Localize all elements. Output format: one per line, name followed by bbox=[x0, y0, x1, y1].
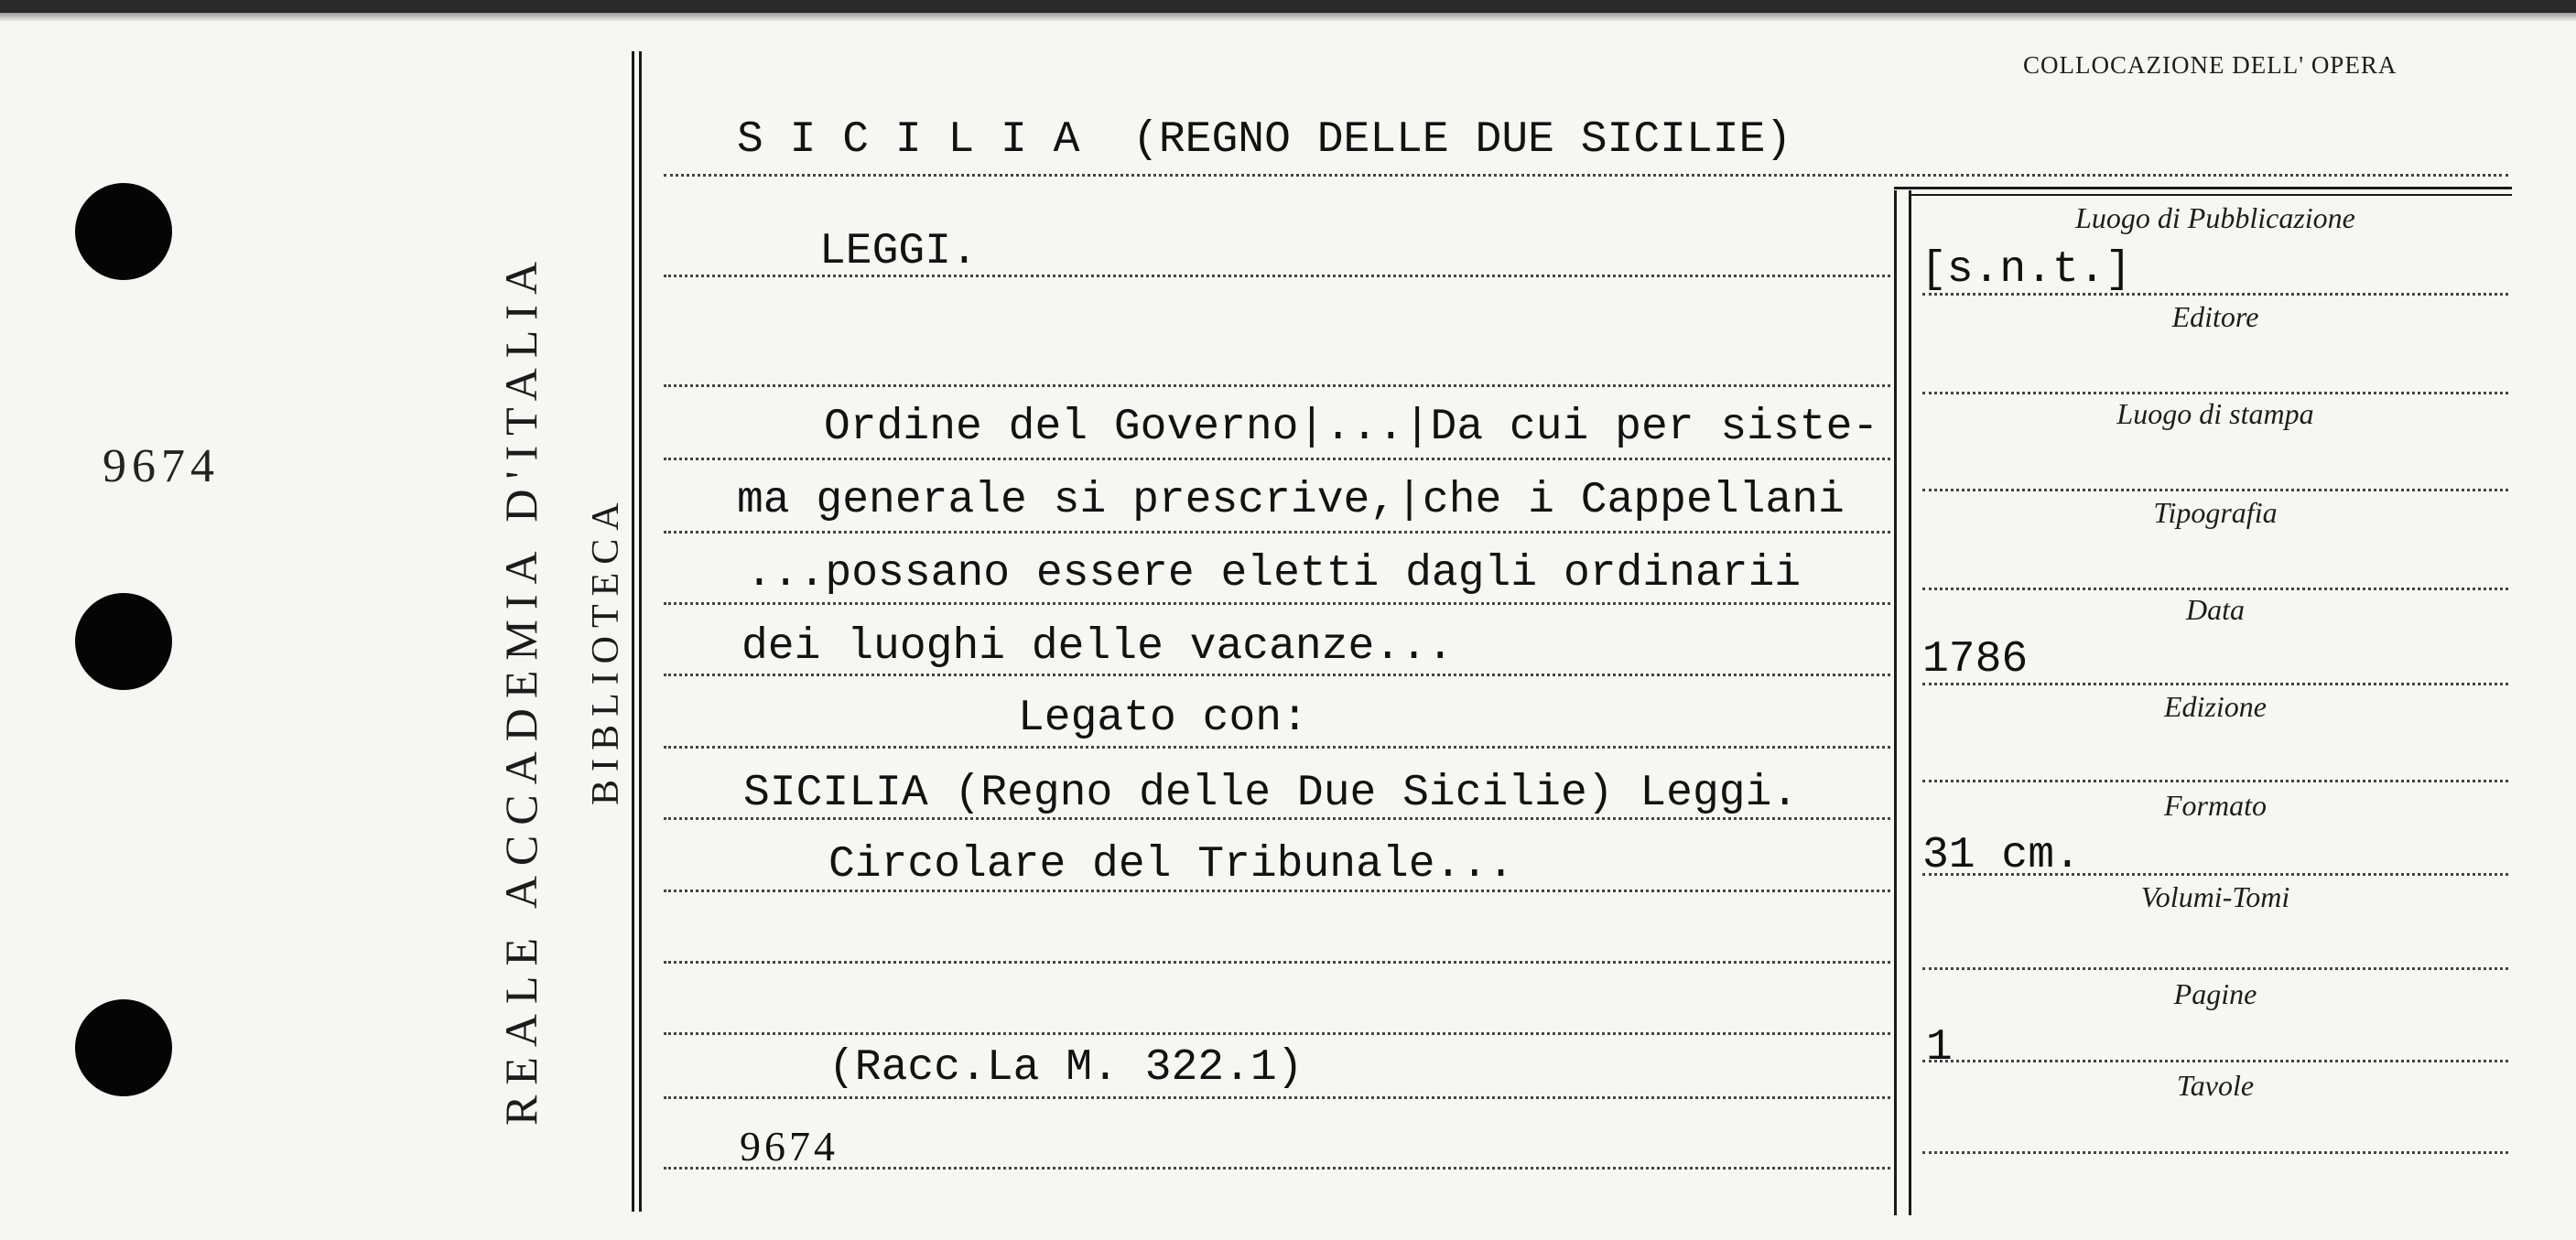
main-rule bbox=[664, 531, 1890, 534]
field-label-edizione: Edizione bbox=[2164, 690, 2267, 723]
field-label-tipografia: Tipografia bbox=[2153, 496, 2278, 529]
card-top-edge bbox=[0, 0, 2576, 13]
card-top-shadow bbox=[0, 13, 2576, 22]
body-line: ma generale si prescrive,|che i Cappellani bbox=[737, 476, 1845, 525]
field-rule bbox=[1922, 967, 2508, 970]
side-inventory-number: 9674 bbox=[103, 440, 220, 492]
main-rule bbox=[664, 961, 1890, 964]
field-value-luogo-pubblicazione: [s.n.t.] bbox=[1921, 245, 2132, 295]
collocation-label: COLLOCAZIONE DELL' OPERA bbox=[2023, 51, 2397, 79]
field-value-formato: 31 cm. bbox=[1922, 831, 2081, 880]
body-line: Ordine del Governo|...|Da cui per siste- bbox=[824, 403, 1879, 452]
main-rule bbox=[664, 174, 2508, 177]
field-rule bbox=[1922, 1060, 2508, 1062]
main-rule bbox=[664, 746, 1890, 749]
card-subheading: LEGGI. bbox=[819, 227, 978, 276]
left-double-rule-a bbox=[632, 51, 634, 1212]
bottom-inventory-number: 9674 bbox=[740, 1123, 839, 1170]
field-label-editore: Editore bbox=[2171, 300, 2259, 333]
field-value-pagine: 1 bbox=[1926, 1023, 1953, 1073]
field-rule bbox=[1922, 588, 2508, 590]
body-line: dei luoghi delle vacanze... bbox=[741, 622, 1454, 672]
field-label-formato: Formato bbox=[2164, 789, 2267, 822]
main-rule bbox=[664, 1032, 1890, 1035]
bound-with-line: SICILIA (Regno delle Due Sicilie) Leggi. bbox=[743, 769, 1799, 818]
punch-hole-top bbox=[75, 183, 172, 280]
fields-box-rule-a bbox=[1894, 190, 1897, 1215]
field-label-pagine: Pagine bbox=[2173, 977, 2257, 1010]
bound-with-line: Circolare del Tribunale... bbox=[828, 840, 1514, 890]
field-rule bbox=[1922, 780, 2508, 782]
main-rule bbox=[664, 458, 1890, 460]
collection-reference: (Racc.La M. 322.1) bbox=[828, 1043, 1304, 1093]
main-rule bbox=[664, 1096, 1890, 1099]
card-heading: S I C I L I A (REGNO DELLE DUE SICILIE) bbox=[737, 115, 1792, 165]
fields-box-rule-b bbox=[1909, 190, 1911, 1215]
main-rule bbox=[664, 602, 1890, 605]
field-rule bbox=[1922, 392, 2508, 394]
library-name: BIBLIOTECA bbox=[585, 494, 627, 805]
punch-hole-middle bbox=[75, 593, 172, 690]
field-label-volumi-tomi: Volumi-Tomi bbox=[2140, 880, 2290, 913]
main-rule bbox=[664, 1167, 1890, 1170]
bound-with-label: Legato con: bbox=[1018, 694, 1308, 743]
punch-hole-bottom bbox=[75, 999, 172, 1096]
fields-box-top-rule-a bbox=[1894, 187, 2512, 189]
field-rule bbox=[1922, 489, 2508, 491]
main-rule bbox=[664, 674, 1890, 676]
fields-box-top-rule-b bbox=[1909, 194, 2512, 196]
field-rule bbox=[1922, 1151, 2508, 1154]
body-line: ...possano essere eletti dagli ordinarii bbox=[746, 549, 1802, 598]
institution-name: REALE ACCADEMIA D'ITALIA bbox=[495, 251, 547, 1126]
field-value-data: 1786 bbox=[1922, 635, 2029, 685]
field-label-luogo-stampa: Luogo di stampa bbox=[2116, 397, 2314, 430]
field-label-data: Data bbox=[2186, 593, 2245, 626]
main-rule bbox=[664, 384, 1890, 387]
main-rule bbox=[664, 890, 1890, 892]
left-double-rule-b bbox=[639, 51, 642, 1212]
field-label-luogo-pubblicazione: Luogo di Pubblicazione bbox=[2075, 201, 2355, 234]
field-label-tavole: Tavole bbox=[2176, 1069, 2255, 1102]
